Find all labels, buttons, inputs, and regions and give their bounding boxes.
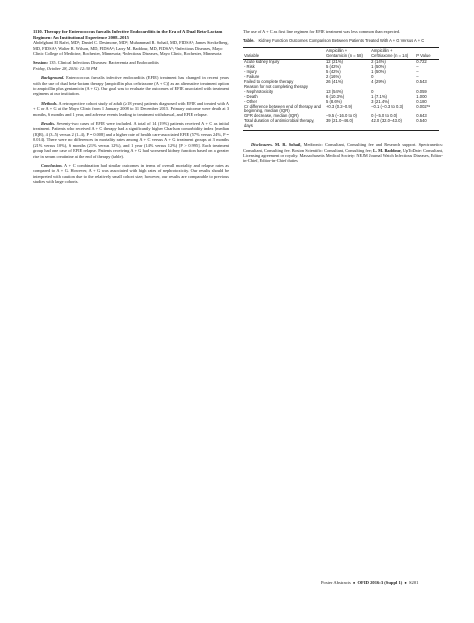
methods-label: Methods. (41, 100, 58, 106)
background-text: Enterococcus faecalis infective endocarditis (EFIE) treatment has changed in recent years with the use of dual beta-lactam therapy [ampicillin plus ceftriaxone (A + C)] as an alternative treatment option to ampicillin plus gentamicin (A + G). Our goal was to evaluate the outcomes of EFIE associated with treatment regimens at our institution. (33, 75, 229, 97)
author-list: Abdelghani El Rafei, MD¹; Daniel C. Desimone, MD²; Muhammad R. Sohail, MD, FIDSA³; James Steckelberg, MD, FIDSA²; Walter R. Wilson, MD, FIDSA⁴; Larry M. Baddour, MD, FIDSA⁵; ¹Infectious Diseases, Mayo Clinic College of Medicine, Rochester, Minnesota; ²Infectious Diseases, Mayo Clinic, Rochester, Minnesota (33, 40, 229, 56)
table-caption (243, 38, 443, 43)
right-column (243, 29, 443, 164)
table-cell: 0 (−5.0 to 0.0) (371, 113, 398, 119)
page-footer (321, 580, 418, 585)
table-cell: 1.000 (416, 93, 427, 99)
session-text: 135. Clinical Infectious Diseases: Bacteremia and Endocarditis (49, 60, 159, 66)
table-cell: 0 (371, 74, 374, 80)
table-header-cell: P Value (415, 47, 439, 60)
disclosures-label: Disclosures. (251, 142, 273, 148)
table-cell: Total duration of antimicrobial therapy, days (243, 119, 325, 130)
background-label: Background. (41, 75, 65, 81)
table-cell: +0.3 (0.2–0.9) (325, 103, 353, 109)
table-cell: – (416, 64, 419, 70)
session-label: Session: (33, 60, 48, 66)
table-row (243, 119, 439, 130)
footer-separator: ● (352, 580, 356, 585)
table-cell: Failed to complete therapy (244, 79, 294, 85)
table-cell: - Injury (244, 69, 257, 75)
table-cell: 42.0 (32.0–43.0) (370, 119, 415, 130)
table-cell: 5 (8.6%) (325, 98, 342, 104)
footer-page-number: S201 (409, 580, 419, 585)
table-cell: 0.722 (416, 59, 427, 65)
table-cell: 0.059 (416, 88, 427, 94)
table-cell: - Failure (244, 74, 260, 80)
table-cell: 4 (29%) (371, 79, 386, 85)
methods-section (33, 101, 229, 117)
table-cell: −9.5 (−16.0 to 0) (325, 113, 357, 119)
methods-text: A retrospective cohort study of adult (≥18 years) patients diagnosed with EFIE and treated with A + C or A + G at the Mayo Clinic from 1 January 2008 to 31 December 2015. Primary outcome were death at 3 months, 6 months and 1 year, and adverse events leading to treatment withdrawal, and EFIE relapse. (33, 100, 229, 117)
table-cell: 26 (41%) (325, 79, 343, 85)
conclusion-text: A + C combination had similar outcomes in terms of overall mortality and relapse rates as compared to A + G. However, A + G was associated with high rates of nephrotoxicity. Our results should be interpreted with caution due to the relatively small cohort size; however, our results are comparable to previous studies with large cohorts. (33, 162, 229, 185)
session-date: Friday, October 28, 2016: 12:30 PM (33, 65, 98, 71)
intro-text: The use of A + C as first line regimen for EFIE treatment was less common than expected. (243, 29, 401, 34)
kidney-outcomes-table (243, 47, 439, 132)
table-cell: 1 (50%) (371, 69, 386, 75)
table-cell: – (416, 74, 419, 80)
table-cell: Acute kidney Injury (244, 59, 280, 65)
table-header-cell: Variable (243, 47, 325, 60)
results-label: Results. (41, 121, 56, 127)
disclosure-text: UpToDate: Consultant, Licensing agreement or royalty. Massachusetts Medical Society: NEJM Journal Watch Infectious Diseases, Editor-in-Chief, Editor-in-Chief duties (243, 147, 443, 164)
table-cell: 5 (42%) (325, 64, 341, 70)
footer-separator: ● (404, 580, 407, 585)
table-cell: 0.180 (416, 98, 427, 104)
table-cell: - Death (244, 93, 258, 99)
table-cell: 5 (42%) (325, 69, 341, 75)
table-header-cell: Ampicillin + Ceftriaxone (n = 14) (370, 47, 415, 60)
abstract-title: 1110. Therapy for Enterococcus faecalis Infective Endocarditis in the Era of A Dual Beta-Lactam Regimen: An Institutional Experience 2008–2015 (33, 29, 223, 40)
table-cell: - Other (244, 98, 258, 104)
table-cell: GFR decrease, median (IQR) (244, 113, 299, 119)
left-column (33, 29, 229, 185)
table-cell: 3 (21.4%) (371, 98, 390, 104)
table-body (243, 60, 439, 131)
table-cell: 2 (14%) (371, 59, 386, 65)
table-cell: 6 (10.3%) (325, 93, 345, 99)
table-cell: 39 (21.0–46.0) (325, 119, 370, 130)
table-cell: 12 (21%) (325, 59, 343, 65)
table-cell: 2 (16%) (325, 74, 341, 80)
table-cell: 0 (371, 88, 374, 94)
table-caption-text: Kidney Function Outcomes Comparison Between Patients Treated With A + G Versus A + C (258, 38, 425, 44)
disclosure-name: L. M. Baddour, (373, 147, 402, 153)
disclosures-section (243, 142, 443, 164)
background-section (33, 75, 229, 97)
table-header-row (243, 47, 439, 60)
conclusion-section (33, 163, 229, 185)
table-cell: - Risk (244, 64, 255, 70)
table-label: Table. (243, 38, 255, 44)
results-text: Seventy-two cases of EFIE were included. A total of 14 (19%) patients received A + C as initial treatment. Patients who received A + C therapy had a significantly higher Charlson comorbidity index [median (IQR), 4 (3–5) versus 2 (1–4), P = 0.008] and a higher rate of health care-associated EFIE (57% versus 24%, P = 0.014). There were no differences in mortality rates among A + C versus A + G treatment groups at 3 months (21% versus 10%), 6 months (21% versus 12%), and 1 year (14% versus 12%) [P > 0.995]. Each treatment group had one case of EFIE relapse. Patients receiving A + G had worsened kidney function based on a greater rise in serum creatinine at the end of therapy (table). (33, 121, 229, 159)
footer-section: Poster Abstracts (321, 580, 351, 585)
table-cell: 0.543 (416, 79, 427, 85)
table-cell: 1 (50%) (371, 64, 386, 70)
conclusion-label: Conclusion. (41, 162, 63, 168)
table-cell: 0.002*ª (416, 103, 430, 109)
table-cell: - Nephrotoxicity (244, 88, 274, 94)
table-cell: 0.643 (416, 113, 427, 119)
results-section (33, 121, 229, 159)
table-header-cell: Ampicillin + Gentamicin (n = 58) (325, 47, 370, 60)
table-cell: 13 (54%) (325, 88, 343, 94)
table-cell: 0.540 (415, 119, 439, 130)
disclosure-text: Medtronic: Consultant, Consulting fee and Research support. Spectranetics: Consultant, Consulting fee. Boston Scientific: Consultant, Consulting fee; (243, 142, 443, 153)
table-cell: Cr difference between end of therapy and beginning, median (IQR) (244, 103, 321, 114)
table-cell: 1 (7.1%) (371, 93, 387, 99)
table-cell: – (416, 69, 419, 75)
session-info (33, 60, 229, 71)
footer-journal: OFID 2016:3 (Suppl 1) (357, 580, 403, 585)
disclosure-name: M. R. Sohail, (275, 142, 302, 148)
table-cell: −0.1 (−0.3 to 0.3) (371, 103, 404, 109)
table-cell: Reason for not completing therapy (244, 83, 309, 89)
